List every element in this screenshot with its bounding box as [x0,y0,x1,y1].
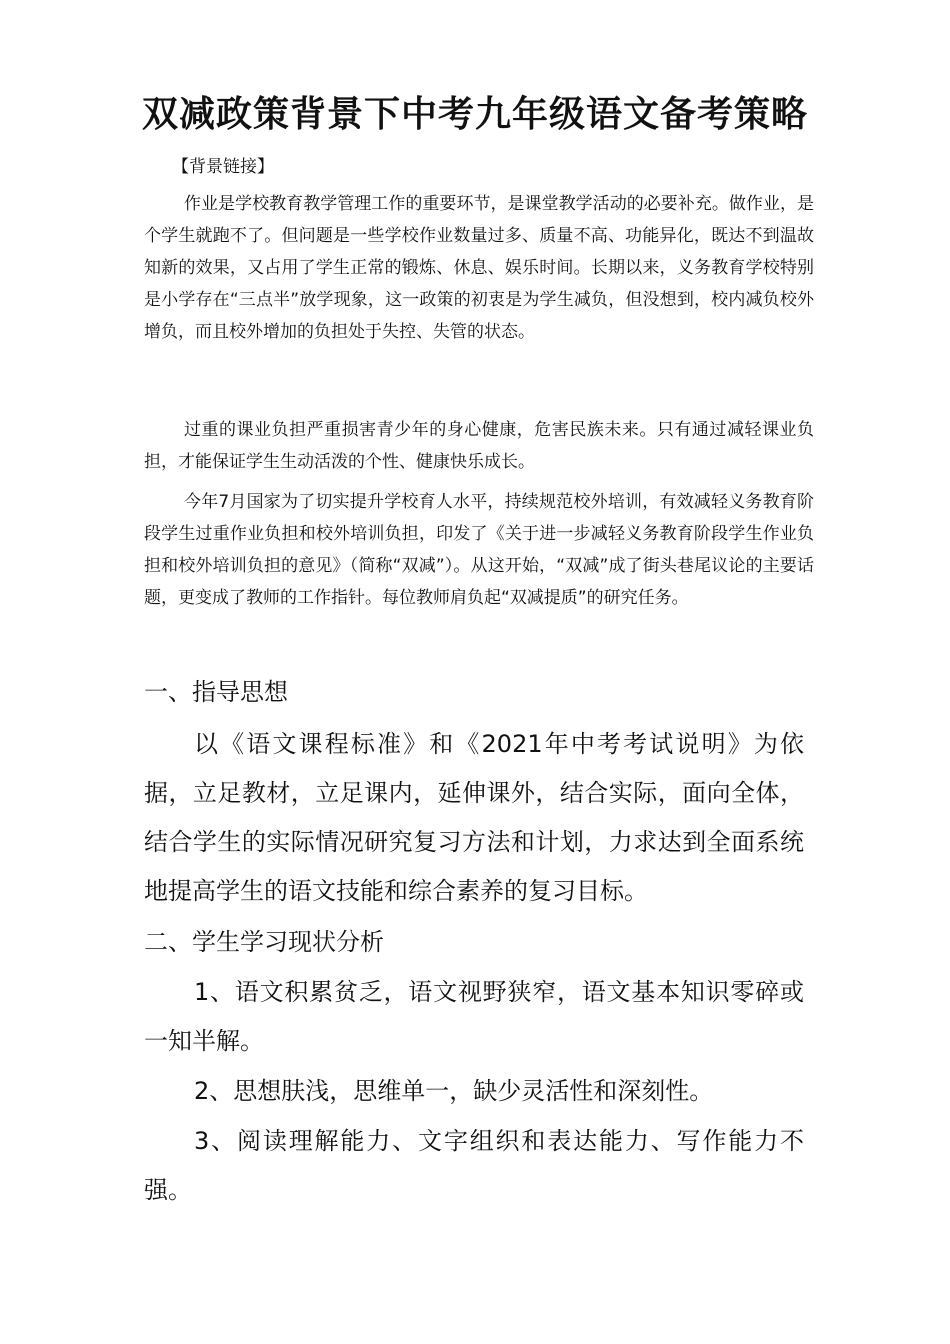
section-heading-student-analysis: 二、学生学习现状分析 [144,928,384,956]
background-paragraph-1: 作业是学校教育教学管理工作的重要环节，是课堂教学活动的必要补充。做作业，是个学生就跑不了。但问题是一些学校作业数量过多、质量不高、功能异化，既达不到温故知新的效果，又占用了学生正常的锻炼、休息、娱乐时间。长期以来，义务教育学校特别是小学存在“三点半”放学现象，这一政策的初衷是为学生减负，但没想到，校内减负校外增负，而且校外增加的负担处于失控、失管的状态。 [144,194,814,342]
analysis-item-3: 3、阅读理解能力、文字组织和表达能力、写作能力不强。 [144,1127,804,1204]
analysis-item-2: 2、思想肤浅，思维单一，缺少灵活性和深刻性。 [194,1077,714,1105]
background-paragraph-2: 过重的课业负担严重损害青少年的身心健康，危害民族未来。只有通过减轻课业负担，才能保证学生生动活泼的个性、健康快乐成长。 [144,420,814,472]
document-title: 双减政策背景下中考九年级语文备考策略 [141,93,808,135]
background-label: 【背景链接】 [172,157,274,177]
analysis-item-1: 1、语文积累贫乏，语文视野狭窄，语文基本知识零碎或一知半解。 [144,978,804,1055]
background-paragraph-3: 今年7月国家为了切实提升学校育人水平，持续规范校外培训，有效减轻义务教育阶段学生过重作业负担和校外培训负担，印发了《关于进一步减轻义务教育阶段学生作业负担和校外培训负担的意见》（简称“双减”）。从这开始，“双减”成了街头巷尾议论的主要话题，更变成了教师的工作指针。每位教师肩负起“双减提质”的研究任务。 [144,492,814,608]
guiding-ideology-paragraph: 以《语文课程标准》和《2021年中考考试说明》为依据，立足教材，立足课内，延伸课外，结合实际，面向全体，结合学生的实际情况研究复习方法和计划，力求达到全面系统地提高学生的语文技能和综合素养的复习目标。 [144,730,804,905]
section-heading-guiding-ideology: 一、指导思想 [144,678,288,706]
